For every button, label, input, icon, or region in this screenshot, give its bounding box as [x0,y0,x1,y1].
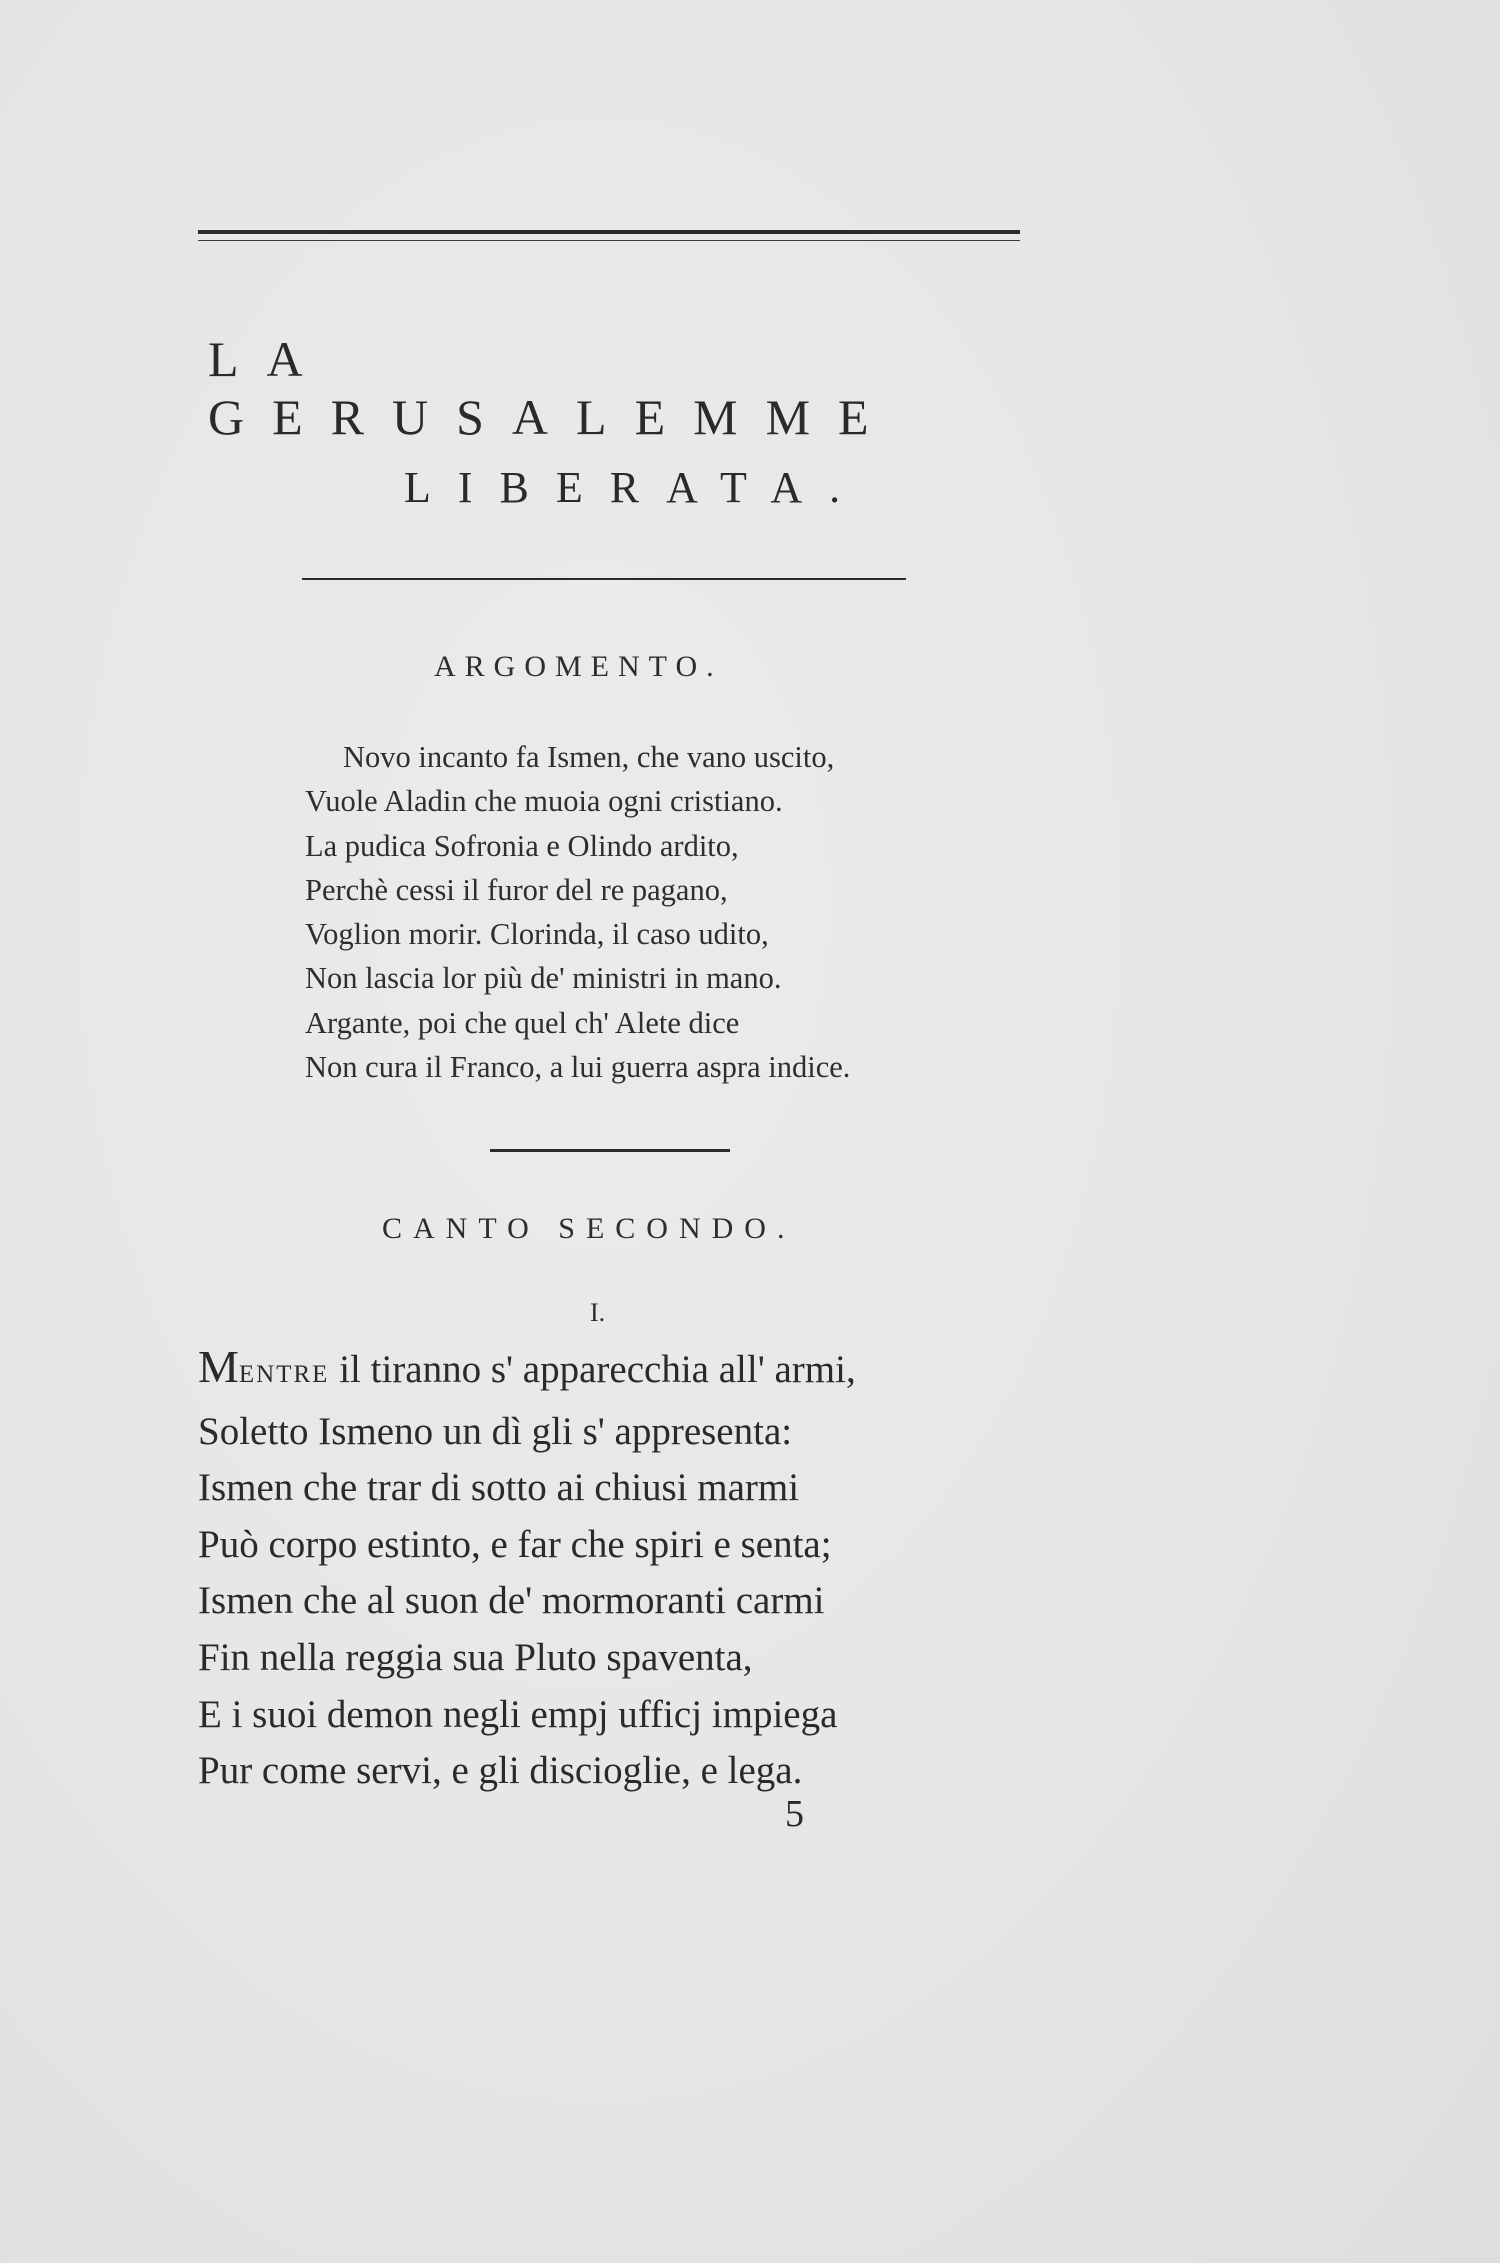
argomento-line: Voglion morir. Clorinda, il caso udito, [305,917,769,952]
verse-line [198,1339,1018,1404]
top-thin-rule [198,240,1020,241]
verse-line: Ismen che trar di sotto ai chiusi marmi [198,1466,800,1510]
argomento-heading: ARGOMENTO. [434,650,723,683]
title-line-2: LIBERATA. [404,463,868,512]
argomento-line: Novo incanto fa Ismen, che vano uscito, [343,740,835,774]
verse-line-rest: il tiranno s' apparecchia all' armi, [329,1348,856,1391]
verse-line: Fin nella reggia sua Pluto spaventa, [198,1635,753,1679]
title-line-1: LA GERUSALEMME [208,331,897,445]
stanza-text [198,1339,1018,1800]
argomento-line: Non cura il Franco, a lui guerra aspra indice. [305,1050,851,1085]
verse-line: Ismen che al suon de' mormoranti carmi [198,1579,825,1623]
title-divider-rule [302,578,906,580]
verse-line: Soletto Ismeno un dì gli s' appresenta: [198,1409,793,1453]
verse-line: E i suoi demon negli empj ufficj impiega [198,1692,838,1736]
argomento-line: Perchè cessi il furor del re pagano, [305,872,728,907]
verse-line: Pur come servi, e gli discioglie, e lega. [198,1749,803,1793]
argomento-line: La pudica Sofronia e Olindo ardito, [305,828,739,863]
stanza-number: I. [590,1298,606,1327]
argomento-text [305,735,945,1089]
section-divider-rule [490,1149,730,1152]
initial-word [198,1341,330,1392]
initial-capital: M [198,1341,239,1392]
argomento-line: Argante, poi che quel ch' Alete dice [305,1005,740,1040]
canto-heading: CANTO SECONDO. [382,1212,796,1245]
verse-line: Può corpo estinto, e far che spiri e senta; [198,1522,832,1566]
top-double-rule [198,230,1020,234]
page-catchword: 5 [785,1793,804,1835]
argomento-line: Non lascia lor più de' ministri in mano. [305,961,782,996]
argomento-line: Vuole Aladin che muoia ogni cristiano. [305,784,783,819]
initial-small-caps: ENTRE [238,1361,330,1388]
